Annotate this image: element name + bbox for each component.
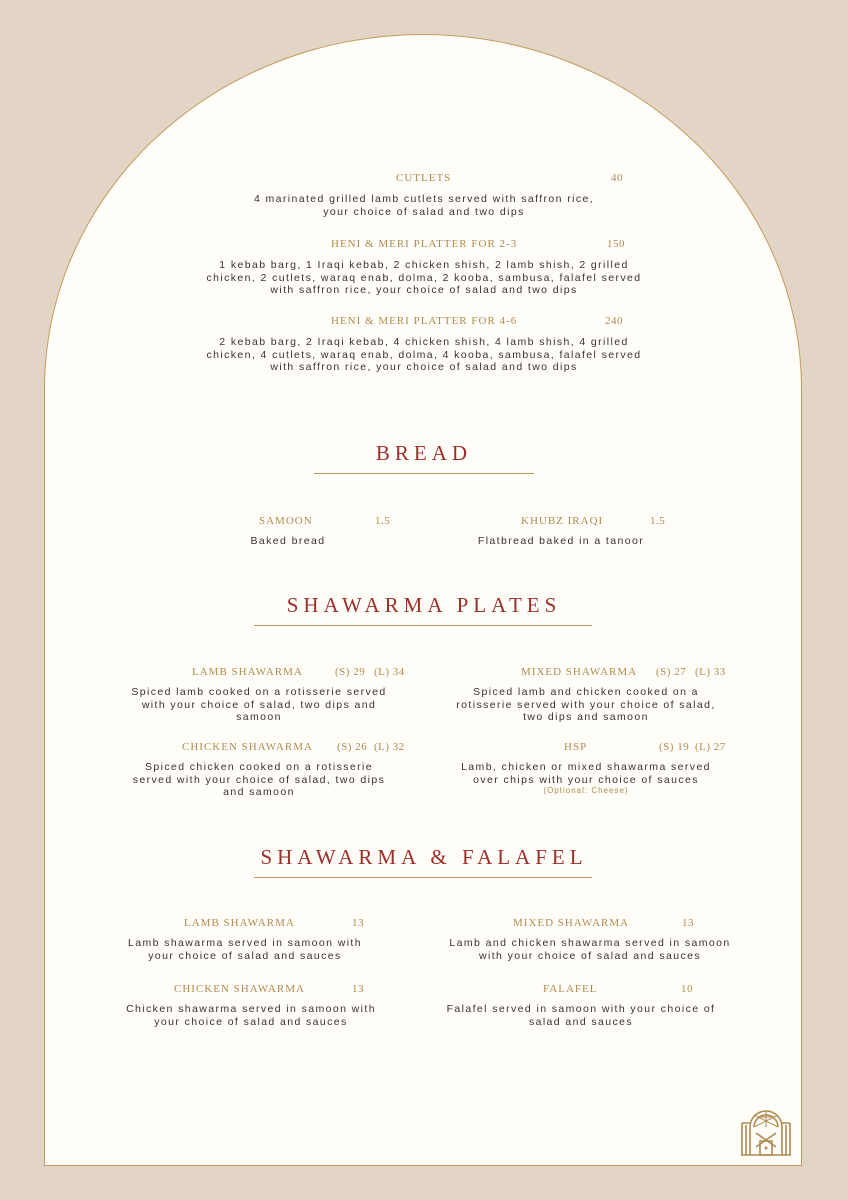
item-price: 10: [681, 983, 693, 995]
item-name: FALAFEL: [543, 983, 598, 995]
section-heading-shawarma-plates: SHAWARMA PLATES: [286, 593, 562, 617]
item-price: 13: [352, 917, 364, 929]
item-price-large: (L) 33: [695, 666, 726, 678]
item-price: 240: [605, 315, 623, 327]
item-name: LAMB SHAWARMA: [192, 666, 303, 678]
item-note: (Optional: Cheese): [543, 786, 629, 795]
item-name: KHUBZ IRAQI: [521, 515, 604, 527]
item-price-small: (S) 29: [335, 666, 366, 678]
item-price: 13: [352, 983, 364, 995]
item-name: CHICKEN SHAWARMA: [174, 983, 305, 995]
item-price-small: (S) 27: [656, 666, 687, 678]
item-description: 1 kebab barg, 1 Iraqi kebab, 2 chicken shish, 2 lamb shish, 2 grilled chicken, 2 cutlets, waraq enab, dolma, 2 kooba, sambusa, falafel served with saffron rice, your choice of salad and two dips: [206, 259, 642, 296]
item-name: HENI & MERI PLATTER FOR 4-6: [331, 315, 518, 327]
item-description: Baked bread: [250, 535, 326, 547]
item-description: Falafel served in samoon with your choice of salad and sauces: [446, 1003, 716, 1028]
item-description: 2 kebab barg, 2 Iraqi kebab, 4 chicken shish, 4 lamb shish, 4 grilled chicken, 4 cutlets, waraq enab, dolma, 4 kooba, sambusa, falafel served with saffron rice, your choice of salad and two dips: [206, 336, 642, 373]
item-description: 4 marinated grilled lamb cutlets served with saffron rice, your choice of salad and two dips: [253, 193, 595, 218]
item-description: Lamb, chicken or mixed shawarma served over chips with your choice of sauces: [461, 761, 711, 786]
item-price: 1.5: [650, 515, 666, 527]
arch-monogram-logo: [740, 1103, 792, 1157]
item-description: Spiced lamb and chicken cooked on a rotisserie served with your choice of salad, two dips and samoon: [456, 686, 716, 723]
item-name: HENI & MERI PLATTER FOR 2-3: [331, 238, 518, 250]
item-description: Lamb shawarma served in samoon with your choice of salad and sauces: [127, 937, 362, 962]
item-price-large: (L) 32: [374, 741, 405, 753]
item-description: Flatbread baked in a tanoor: [477, 535, 645, 547]
item-price-large: (L) 34: [374, 666, 405, 678]
item-name: HSP: [564, 741, 588, 753]
item-name: CHICKEN SHAWARMA: [182, 741, 313, 753]
item-name: LAMB SHAWARMA: [184, 917, 295, 929]
item-description: Spiced chicken cooked on a rotisserie served with your choice of salad, two dips and samoon: [132, 761, 386, 798]
item-description: Spiced lamb cooked on a rotisserie served with your choice of salad, two dips and samoon: [131, 686, 387, 723]
section-heading-shawarma-falafel: SHAWARMA & FALAFEL: [260, 845, 588, 869]
item-name: MIXED SHAWARMA: [521, 666, 638, 678]
item-price: 40: [611, 172, 623, 184]
item-name: SAMOON: [259, 515, 313, 527]
section-divider: [254, 625, 592, 626]
item-description: Chicken shawarma served in samoon with your choice of salad and sauces: [126, 1003, 376, 1028]
item-price: 150: [607, 238, 625, 250]
section-divider: [254, 877, 592, 878]
section-heading-bread: BREAD: [375, 441, 473, 465]
item-price-small: (S) 26: [337, 741, 368, 753]
item-description: Lamb and chicken shawarma served in samoon with your choice of salad and sauces: [449, 937, 731, 962]
item-price-large: (L) 27: [695, 741, 726, 753]
item-price: 13: [682, 917, 694, 929]
item-price: 1.5: [375, 515, 391, 527]
item-name: MIXED SHAWARMA: [513, 917, 630, 929]
item-name: CUTLETS: [396, 172, 452, 184]
section-divider: [314, 473, 534, 474]
item-price-small: (S) 19: [659, 741, 690, 753]
